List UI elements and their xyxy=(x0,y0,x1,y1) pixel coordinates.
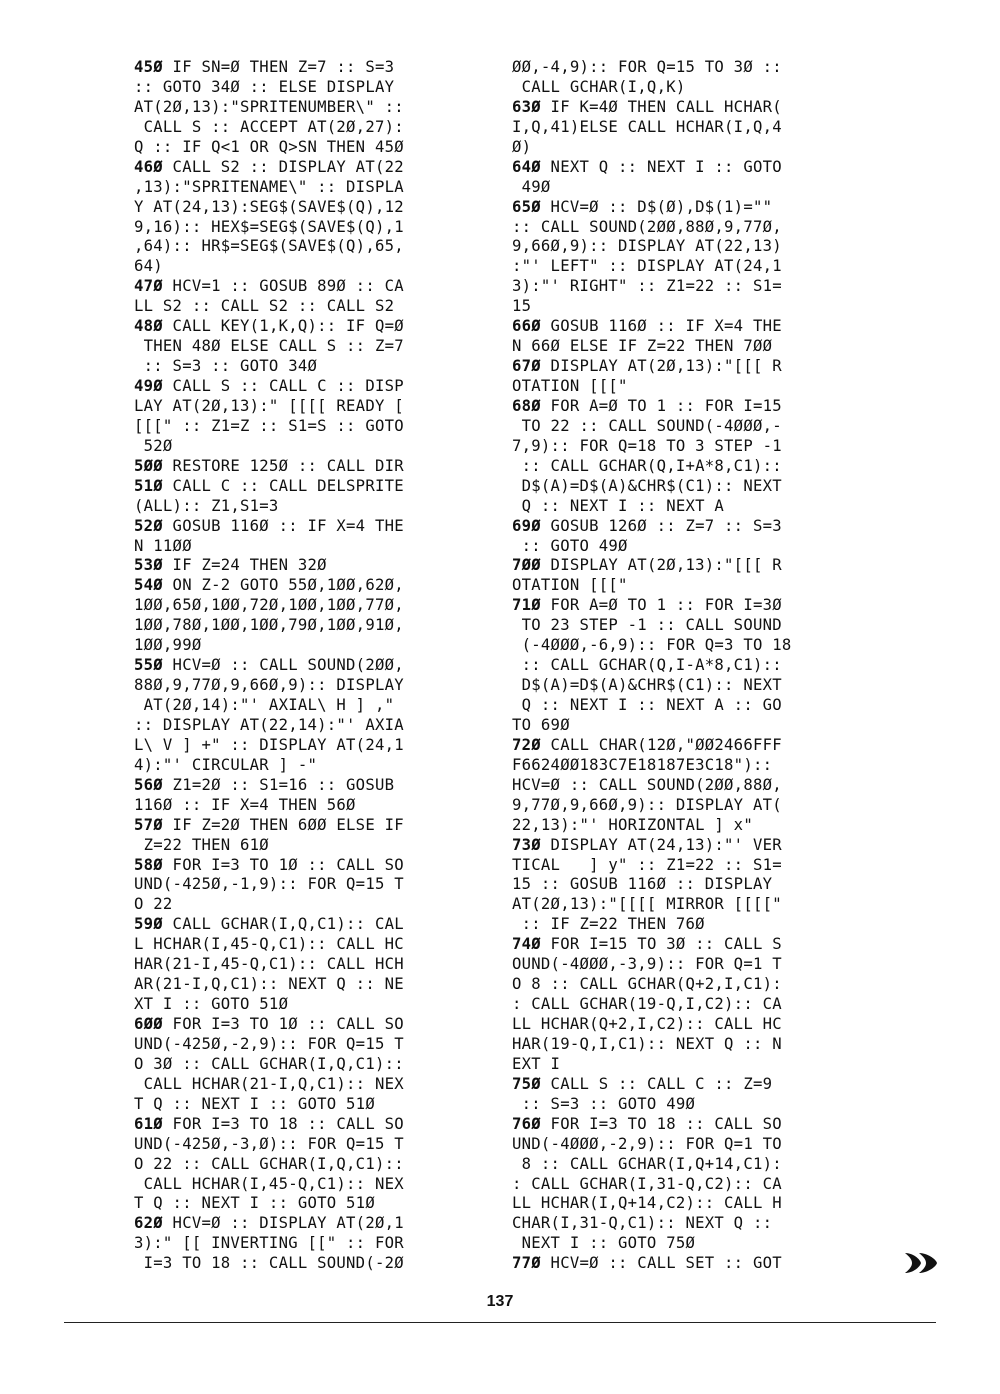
code-line xyxy=(512,457,792,477)
code-line xyxy=(512,596,792,616)
code-line xyxy=(512,1075,792,1095)
code-line xyxy=(134,1214,404,1234)
line-number: 52Ø xyxy=(134,516,163,535)
line-number: 63Ø xyxy=(512,97,541,116)
code-line xyxy=(512,1194,792,1214)
code-line xyxy=(512,895,792,915)
code-text: HCV=Ø :: CALL SOUND(2ØØ,88Ø, xyxy=(512,775,782,794)
code-line xyxy=(134,656,404,676)
code-line xyxy=(512,517,792,537)
code-line xyxy=(134,1035,404,1055)
code-text: Q :: IF Q<1 OR Q>SN THEN 45Ø xyxy=(134,137,404,156)
code-line xyxy=(134,1135,404,1155)
code-line xyxy=(512,417,792,437)
code-text: 7,9):: FOR Q=18 TO 3 STEP -1 xyxy=(512,436,782,455)
code-text: AT(2Ø,13):"SPRITENUMBER\" :: xyxy=(134,97,404,116)
code-text: LL HCHAR(I,Q+14,C2):: CALL H xyxy=(512,1194,782,1213)
code-line xyxy=(134,915,404,935)
code-text: LL S2 :: CALL S2 :: CALL S2 xyxy=(134,297,395,316)
code-text: 15 xyxy=(512,297,532,316)
code-line xyxy=(134,716,404,736)
code-line xyxy=(512,656,792,676)
code-text: UND(-425Ø,-2,9):: FOR Q=15 T xyxy=(134,1034,404,1053)
code-text: F6624ØØ183C7E18187E3C18"):: xyxy=(512,755,773,774)
double-arrow-right-icon xyxy=(904,1251,938,1275)
code-text: O 22 xyxy=(134,895,173,914)
code-text: :: CALL GCHAR(Q,I+A*8,C1):: xyxy=(512,456,782,475)
line-number: 45Ø xyxy=(134,58,163,76)
code-text: 49Ø xyxy=(512,177,551,196)
code-line xyxy=(134,78,404,98)
code-line xyxy=(512,178,792,198)
code-text: I=3 TO 18 :: CALL SOUND(-2Ø xyxy=(134,1254,404,1273)
code-line xyxy=(134,477,404,497)
code-text: FOR I=3 TO 18 :: CALL SO xyxy=(540,1114,782,1133)
line-number: 68Ø xyxy=(512,396,541,415)
code-text: ØØ,-4,9):: FOR Q=15 TO 3Ø :: xyxy=(512,58,782,76)
code-text: 9,77Ø,9,66Ø,9):: DISPLAY AT( xyxy=(512,795,782,814)
code-line xyxy=(134,1095,404,1115)
code-line xyxy=(134,875,404,895)
code-text: 52Ø xyxy=(134,436,173,455)
code-text: LAY AT(2Ø,13):" [[[[ READY [ xyxy=(134,396,404,415)
line-number: 49Ø xyxy=(134,377,163,395)
code-line xyxy=(512,636,792,656)
line-number: 61Ø xyxy=(134,1114,163,1133)
code-text: CHAR(I,31-Q,C1):: NEXT Q :: xyxy=(512,1214,773,1233)
code-text: OTATION [[[" xyxy=(512,377,628,395)
code-line xyxy=(512,796,792,816)
code-text: CALL HCHAR(21-I,Q,C1):: NEX xyxy=(134,1074,404,1093)
listing-left-column xyxy=(134,58,404,1274)
code-line xyxy=(134,497,404,517)
code-text: 1ØØ,99Ø xyxy=(134,636,202,655)
code-text: Q :: NEXT I :: NEXT A xyxy=(512,496,725,515)
code-line xyxy=(512,776,792,796)
code-line xyxy=(512,736,792,756)
code-text: 22,13):"' HORIZONTAL ] x" xyxy=(512,815,753,834)
code-text: FOR A=Ø TO 1 :: FOR I=15 xyxy=(540,396,782,415)
code-text: IF Z=24 THEN 32Ø xyxy=(162,556,327,575)
code-line xyxy=(134,676,404,696)
code-line xyxy=(134,337,404,357)
code-text: GOSUB 126Ø :: Z=7 :: S=3 xyxy=(540,516,782,535)
code-text: CALL GCHAR(I,Q,C1):: CAL xyxy=(162,915,404,934)
code-line xyxy=(134,218,404,238)
code-line xyxy=(134,796,404,816)
code-text: HCV=Ø :: CALL SET :: GOT xyxy=(540,1254,782,1273)
code-line xyxy=(512,118,792,138)
code-line xyxy=(512,477,792,497)
code-line xyxy=(134,1155,404,1175)
code-line xyxy=(512,98,792,118)
code-text: ON Z-2 GOTO 55Ø,1ØØ,62Ø, xyxy=(162,576,404,595)
code-line xyxy=(134,756,404,776)
code-line xyxy=(134,317,404,337)
page-number: 137 xyxy=(486,1293,514,1310)
code-line xyxy=(512,576,792,596)
code-text: :: GOTO 34Ø :: ELSE DISPLAY xyxy=(134,77,395,96)
code-text: :: S=3 :: GOTO 34Ø xyxy=(134,357,318,376)
code-line xyxy=(512,756,792,776)
code-line xyxy=(512,1095,792,1115)
code-line xyxy=(512,1214,792,1234)
code-text: O 22 :: CALL GCHAR(I,Q,C1):: xyxy=(134,1154,404,1173)
code-text: CALL KEY(1,K,Q):: IF Q=Ø xyxy=(162,317,404,336)
code-text: 64) xyxy=(134,257,163,276)
line-number: 51Ø xyxy=(134,476,163,495)
code-line xyxy=(134,277,404,297)
code-text: Z1=2Ø :: S1=16 :: GOSUB xyxy=(162,775,395,794)
code-line xyxy=(512,616,792,636)
code-line xyxy=(134,377,404,397)
code-line xyxy=(134,517,404,537)
code-line xyxy=(512,716,792,736)
line-number: 59Ø xyxy=(134,915,163,934)
code-line xyxy=(134,1194,404,1214)
code-line xyxy=(134,975,404,995)
code-text: O 8 :: CALL GCHAR(Q+2,I,C1): xyxy=(512,975,782,994)
line-number: 53Ø xyxy=(134,556,163,575)
code-line xyxy=(512,1155,792,1175)
code-text: EXT I xyxy=(512,1054,561,1073)
code-line xyxy=(512,696,792,716)
code-text: :: DISPLAY AT(22,14):"' AXIA xyxy=(134,715,404,734)
code-line xyxy=(512,955,792,975)
code-line xyxy=(512,875,792,895)
code-text: Y AT(24,13):SEG$(SAVE$(Q),12 xyxy=(134,197,404,216)
code-text: NEXT Q :: NEXT I :: GOTO xyxy=(540,157,782,176)
code-text: GOSUB 116Ø :: IF X=4 THE xyxy=(540,317,782,336)
line-number: 69Ø xyxy=(512,516,541,535)
code-text: CALL HCHAR(I,45-Q,C1):: NEX xyxy=(134,1174,404,1193)
code-text: HCV=1 :: GOSUB 89Ø :: CA xyxy=(162,277,404,296)
code-text: 15 :: GOSUB 116Ø :: DISPLAY xyxy=(512,875,773,894)
code-text: LL HCHAR(Q+2,I,C2):: CALL HC xyxy=(512,1015,782,1033)
code-line xyxy=(134,237,404,257)
code-text: GOSUB 116Ø :: IF X=4 THE xyxy=(162,516,404,535)
code-line xyxy=(512,856,792,876)
code-line xyxy=(134,736,404,756)
code-line xyxy=(512,377,792,397)
code-text: CALL CHAR(12Ø,"ØØ2466FFF xyxy=(540,735,782,754)
footer-rule xyxy=(64,1322,936,1323)
code-text: TO 22 :: CALL SOUND(-4ØØØ,- xyxy=(512,416,782,435)
code-text: FOR A=Ø TO 1 :: FOR I=3Ø xyxy=(540,596,782,615)
code-text: T Q :: NEXT I :: GOTO 51Ø xyxy=(134,1194,375,1213)
code-line xyxy=(134,556,404,576)
code-text: 8 :: CALL GCHAR(I,Q+14,C1): xyxy=(512,1154,782,1173)
code-text: XT I :: GOTO 51Ø xyxy=(134,995,289,1014)
code-line xyxy=(512,357,792,377)
code-text: IF SN=Ø THEN Z=7 :: S=3 xyxy=(162,58,395,76)
code-line xyxy=(512,58,792,78)
line-number: 47Ø xyxy=(134,277,163,296)
code-text: Z=22 THEN 61Ø xyxy=(134,835,269,854)
code-text: L HCHAR(I,45-Q,C1):: CALL HC xyxy=(134,935,404,954)
code-line xyxy=(512,437,792,457)
code-line xyxy=(512,816,792,836)
code-text: NEXT I :: GOTO 75Ø xyxy=(512,1234,696,1253)
code-text: CALL S :: ACCEPT AT(2Ø,27): xyxy=(134,117,404,136)
line-number: 75Ø xyxy=(512,1074,541,1093)
code-line xyxy=(512,297,792,317)
code-text: :: GOTO 49Ø xyxy=(512,536,628,555)
code-line xyxy=(512,317,792,337)
code-text: DISPLAY AT(2Ø,13):"[[[ R xyxy=(540,556,782,575)
line-number: 54Ø xyxy=(134,576,163,595)
line-number: 74Ø xyxy=(512,935,541,954)
code-text: :: S=3 :: GOTO 49Ø xyxy=(512,1094,696,1113)
code-line xyxy=(134,457,404,477)
code-line xyxy=(512,537,792,557)
code-line xyxy=(512,1175,792,1195)
code-line xyxy=(512,836,792,856)
code-text: HCV=Ø :: CALL SOUND(2ØØ, xyxy=(162,656,404,675)
code-text: ,13):"SPRITENAME\" :: DISPLA xyxy=(134,177,404,196)
line-number: 5ØØ xyxy=(134,456,163,475)
code-text: 9,16):: HEX$=SEG$(SAVE$(Q),1 xyxy=(134,217,404,236)
code-line xyxy=(512,995,792,1015)
code-text: D$(A)=D$(A)&CHR$(C1):: NEXT xyxy=(512,476,782,495)
code-text: FOR I=3 TO 1Ø :: CALL SO xyxy=(162,855,404,874)
code-text: 3):" [[ INVERTING [[" :: FOR xyxy=(134,1234,404,1253)
code-line xyxy=(512,1055,792,1075)
code-line xyxy=(134,118,404,138)
line-number: 57Ø xyxy=(134,815,163,834)
code-line xyxy=(134,198,404,218)
code-line xyxy=(134,955,404,975)
code-text: N 11ØØ xyxy=(134,536,192,555)
line-number: 72Ø xyxy=(512,735,541,754)
line-number: 66Ø xyxy=(512,317,541,336)
code-line xyxy=(512,158,792,178)
code-line xyxy=(134,816,404,836)
code-text: TO 69Ø xyxy=(512,715,570,734)
code-text: FOR I=3 TO 18 :: CALL SO xyxy=(162,1114,404,1133)
code-line xyxy=(512,1254,792,1274)
code-text: UND(-425Ø,-3,Ø):: FOR Q=15 T xyxy=(134,1134,404,1153)
code-line xyxy=(512,397,792,417)
code-line xyxy=(134,576,404,596)
code-text: N 66Ø ELSE IF Z=22 THEN 7ØØ xyxy=(512,337,773,356)
line-number: 71Ø xyxy=(512,596,541,615)
code-line xyxy=(134,58,404,78)
code-line xyxy=(134,1234,404,1254)
code-text: AR(21-I,Q,C1):: NEXT Q :: NE xyxy=(134,975,404,994)
code-text: UND(-4ØØØ,-2,9):: FOR Q=1 TO xyxy=(512,1134,782,1153)
line-number: 56Ø xyxy=(134,775,163,794)
code-text: D$(A)=D$(A)&CHR$(C1):: NEXT xyxy=(512,676,782,695)
line-number: 65Ø xyxy=(512,197,541,216)
line-number: 48Ø xyxy=(134,317,163,336)
code-text: 116Ø :: IF X=4 THEN 56Ø xyxy=(134,795,356,814)
code-text: TICAL ] y" :: Z1=22 :: S1= xyxy=(512,855,782,874)
code-text: 88Ø,9,77Ø,9,66Ø,9):: DISPLAY xyxy=(134,676,404,695)
code-text: 4):"' CIRCULAR ] -" xyxy=(134,755,318,774)
code-text: Q :: NEXT I :: NEXT A :: GO xyxy=(512,696,782,714)
code-text: HCV=Ø :: DISPLAY AT(2Ø,1 xyxy=(162,1214,404,1233)
line-number: 55Ø xyxy=(134,656,163,675)
code-text: (-4ØØØ,-6,9):: FOR Q=3 TO 18 xyxy=(512,636,792,655)
code-text: HCV=Ø :: D$(Ø),D$(1)="" xyxy=(540,197,773,216)
code-line xyxy=(134,138,404,158)
code-line xyxy=(134,776,404,796)
code-line xyxy=(512,935,792,955)
code-line xyxy=(512,1234,792,1254)
code-text: CALL C :: CALL DELSPRITE xyxy=(162,476,404,495)
code-line xyxy=(134,417,404,437)
code-line xyxy=(134,995,404,1015)
code-line xyxy=(512,1135,792,1155)
code-text: CALL S :: CALL C :: DISP xyxy=(162,377,404,395)
code-line xyxy=(512,198,792,218)
code-line xyxy=(134,1055,404,1075)
code-text: TO 23 STEP -1 :: CALL SOUND xyxy=(512,616,782,635)
line-number: 67Ø xyxy=(512,357,541,376)
code-line xyxy=(512,975,792,995)
code-text: AT(2Ø,14):"' AXIAL\ H ] ," xyxy=(134,696,395,714)
line-number: 6ØØ xyxy=(134,1015,163,1033)
code-text: HAR(21-I,45-Q,C1):: CALL HCH xyxy=(134,955,404,974)
code-line xyxy=(134,357,404,377)
code-text: UND(-425Ø,-1,9):: FOR Q=15 T xyxy=(134,875,404,894)
line-number: 76Ø xyxy=(512,1114,541,1133)
code-line xyxy=(134,1175,404,1195)
code-text: O 3Ø :: CALL GCHAR(I,Q,C1):: xyxy=(134,1054,404,1073)
code-text: FOR I=3 TO 1Ø :: CALL SO xyxy=(162,1015,404,1033)
code-line xyxy=(134,397,404,417)
code-line xyxy=(134,1015,404,1035)
code-text: : CALL GCHAR(19-Q,I,C2):: CA xyxy=(512,995,782,1014)
line-number: 62Ø xyxy=(134,1214,163,1233)
code-line xyxy=(512,1115,792,1135)
code-line xyxy=(134,98,404,118)
code-line xyxy=(134,297,404,317)
code-text: [[[" :: Z1=Z :: S1=S :: GOTO xyxy=(134,416,404,435)
code-text: CALL GCHAR(I,Q,K) xyxy=(512,77,686,96)
code-line xyxy=(512,497,792,517)
code-text: CALL S2 :: DISPLAY AT(22 xyxy=(162,157,404,176)
code-line xyxy=(512,138,792,158)
code-line xyxy=(134,935,404,955)
code-line xyxy=(512,218,792,238)
code-text: I,Q,41)ELSE CALL HCHAR(I,Q,4 xyxy=(512,117,782,136)
code-line xyxy=(512,257,792,277)
code-text: THEN 48Ø ELSE CALL S :: Z=7 xyxy=(134,337,404,356)
code-line xyxy=(134,856,404,876)
code-text: OTATION [[[" xyxy=(512,576,628,595)
code-text: 9,66Ø,9):: DISPLAY AT(22,13) xyxy=(512,237,782,256)
code-line xyxy=(134,1254,404,1274)
code-line xyxy=(512,556,792,576)
line-number: 58Ø xyxy=(134,855,163,874)
code-text: HAR(19-Q,I,C1):: NEXT Q :: N xyxy=(512,1034,782,1053)
code-text: RESTORE 125Ø :: CALL DIR xyxy=(162,456,404,475)
code-text: AT(2Ø,13):"[[[[ MIRROR [[[[" xyxy=(512,895,782,914)
line-number: 77Ø xyxy=(512,1254,541,1273)
code-line xyxy=(512,78,792,98)
code-line xyxy=(134,616,404,636)
code-text: IF K=4Ø THEN CALL HCHAR( xyxy=(540,97,782,116)
code-text: : CALL GCHAR(I,31-Q,C2):: CA xyxy=(512,1174,782,1193)
code-text: OUND(-4ØØØ,-3,9):: FOR Q=1 T xyxy=(512,955,782,974)
code-text: CALL S :: CALL C :: Z=9 xyxy=(540,1074,773,1093)
code-line xyxy=(134,1075,404,1095)
code-line xyxy=(512,1015,792,1035)
code-line xyxy=(512,676,792,696)
code-line xyxy=(512,337,792,357)
code-text: DISPLAY AT(24,13):"' VER xyxy=(540,835,782,854)
code-line xyxy=(134,596,404,616)
code-line xyxy=(134,437,404,457)
code-text: DISPLAY AT(2Ø,13):"[[[ R xyxy=(540,357,782,376)
code-line xyxy=(512,277,792,297)
code-text: :"' LEFT" :: DISPLAY AT(24,1 xyxy=(512,257,782,276)
code-text: T Q :: NEXT I :: GOTO 51Ø xyxy=(134,1094,375,1113)
line-number: 46Ø xyxy=(134,157,163,176)
code-text: FOR I=15 TO 3Ø :: CALL S xyxy=(540,935,782,954)
line-number: 64Ø xyxy=(512,157,541,176)
code-line xyxy=(134,158,404,178)
listing-right-column xyxy=(512,58,792,1274)
code-line xyxy=(512,915,792,935)
code-text: 1ØØ,78Ø,1ØØ,1ØØ,79Ø,1ØØ,91Ø, xyxy=(134,616,404,635)
code-text: :: IF Z=22 THEN 76Ø xyxy=(512,915,705,934)
code-line xyxy=(134,895,404,915)
line-number: 73Ø xyxy=(512,835,541,854)
code-line xyxy=(134,636,404,656)
code-text: 1ØØ,65Ø,1ØØ,72Ø,1ØØ,1ØØ,77Ø, xyxy=(134,596,404,615)
code-line xyxy=(512,1035,792,1055)
code-text: :: CALL SOUND(2ØØ,88Ø,9,77Ø, xyxy=(512,217,782,236)
code-line xyxy=(134,257,404,277)
code-text: 3):"' RIGHT" :: Z1=22 :: S1= xyxy=(512,277,782,296)
code-line xyxy=(134,1115,404,1135)
code-text: ,64):: HR$=SEG$(SAVE$(Q),65, xyxy=(134,237,404,256)
code-text: L\ V ] +" :: DISPLAY AT(24,1 xyxy=(134,735,404,754)
code-text: (ALL):: Z1,S1=3 xyxy=(134,496,279,515)
line-number: 7ØØ xyxy=(512,556,541,575)
code-text: IF Z=2Ø THEN 6ØØ ELSE IF xyxy=(162,815,404,834)
code-line xyxy=(134,696,404,716)
code-line xyxy=(134,537,404,557)
code-line xyxy=(512,237,792,257)
code-text: :: CALL GCHAR(Q,I-A*8,C1):: xyxy=(512,656,782,675)
code-line xyxy=(134,836,404,856)
code-line xyxy=(134,178,404,198)
code-text: Ø) xyxy=(512,137,532,156)
